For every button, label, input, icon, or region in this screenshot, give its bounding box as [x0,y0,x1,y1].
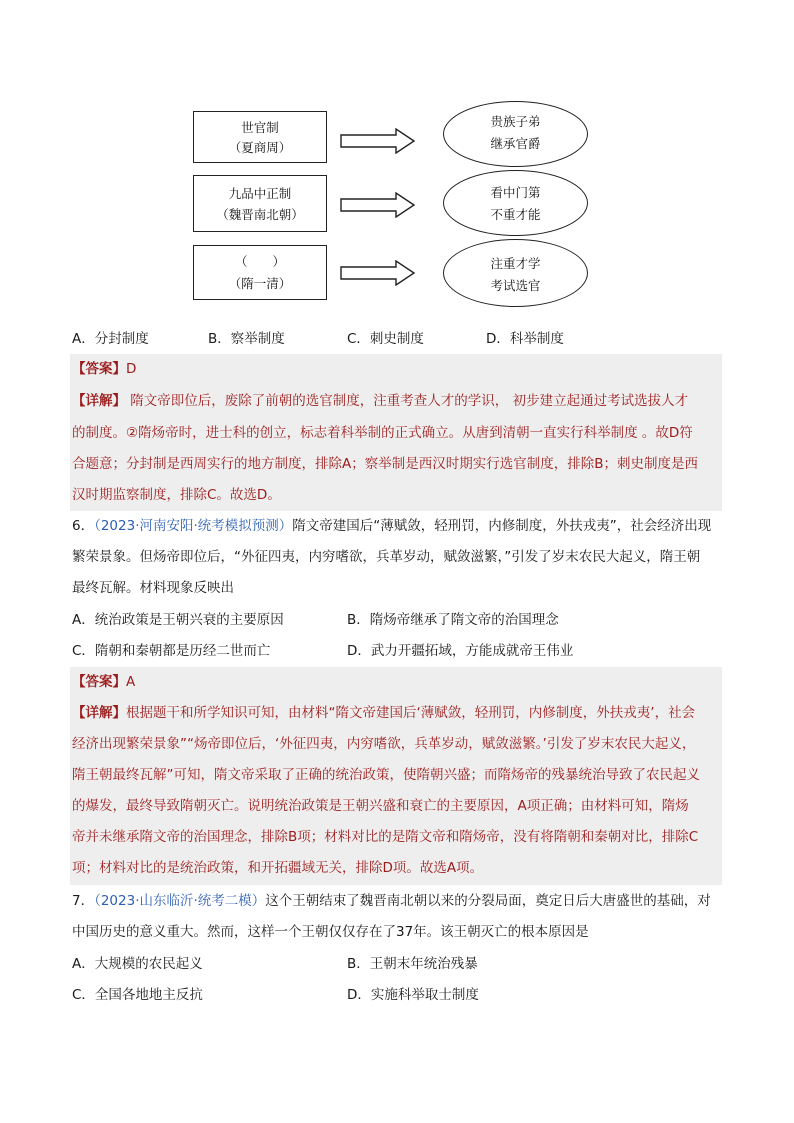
diagram-box-2-line1: 九品中正制 [228,186,292,201]
diagram-oval-3-line2: 考试选官 [490,278,541,293]
q6-detail-line-2: 经济出现繁荣景象”“炀帝即位后，‘外征四夷，内穷嗜欲，兵革岁动，赋敛滋繁。’引发了岁末农民大起义， [72,736,696,752]
q6-answer [72,672,135,692]
q7-option-b: B．王朝末年统治残暴 [347,956,478,972]
diagram-oval-2-line1: 看中门第 [490,185,541,200]
diagram-oval-1 [443,101,588,167]
arrow-icon-3 [340,260,416,286]
q6-stem-line-2: 繁荣景象。但炀帝即位后，“外征四夷，内穷嗜欲，兵革岁动，赋敛滋繁，”引发了岁末农民大起义，隋王朝 [72,549,701,565]
diagram-box-2-line2: （魏晋南北朝） [216,207,304,222]
q6-stem-line-3: 最终瓦解。材料现象反映出 [72,580,234,596]
q5-option-c: C．刺史制度 [347,331,424,347]
q5-answer-tag: 【答案】 [72,361,126,377]
diagram-box-1-line1: 世官制 [241,120,279,135]
diagram-oval-3-line1: 注重才学 [490,256,541,271]
diagram-oval-1-line1: 贵族子弟 [490,114,541,129]
diagram-box-1 [193,111,327,163]
diagram-box-3 [193,245,327,300]
q5-detail-line-2: 的制度。②隋炀帝时，进士科的创立，标志着科举制的正式确立。从唐到清朝一直实行科举制度 。故D符 [72,425,693,441]
arrow-icon-1 [340,128,416,154]
q5-option-b: B．察举制度 [208,331,285,347]
q7-source: （2023·山东临沂·统考二模） [94,893,266,909]
q5-answer-value: D [126,361,137,377]
q7-option-d: D．实施科举取士制度 [347,987,479,1003]
q7-stem-line-2: 中国历史的意义重大。然而，这样一个王朝仅仅存在了37年。该王朝灭亡的根本原因是 [72,924,589,940]
q6-option-a: A．统治政策是王朝兴衰的主要原因 [72,612,284,628]
q5-answer [72,359,136,379]
q6-detail-tag: 【详解】 [72,705,126,721]
q5-detail-line-4: 汉时期监察制度，排除C。故选D。 [72,487,281,503]
arrow-icon-2 [340,192,416,218]
q6-option-b: B．隋炀帝继承了隋文帝的治国理念 [347,612,559,628]
diagram-oval-1-line2: 继承官爵 [490,136,541,151]
diagram-oval-2-line2: 不重才能 [490,207,541,222]
q5-option-a: A．分封制度 [72,331,149,347]
diagram-box-1-line2: （夏商周） [228,140,292,155]
q6-detail-line-6: 项；材料对比的是统治政策，和开拓疆域无关，排除D项。故选A项。 [72,860,484,876]
q5-detail-line-3: 合题意；分封制是西周实行的地方制度，排除A；察举制是西汉时期实行选官制度，排除B；刺史制度是西 [72,456,698,472]
q6-option-c: C．隋朝和秦朝都是历经二世而亡 [72,643,271,659]
q5-detail-line-1: 【详解】 隋文帝即位后，废除了前朝的选官制度，注重考查人才的学识， 初步建立起通过考试选拔人才 [72,393,689,409]
q6-detail-line-3: 隋王朝最终瓦解”可知，隋文帝采取了正确的统治政策，使隋朝兴盛；而隋炀帝的残暴统治导致了农民起义 [72,767,700,783]
diagram-box-3-line2: （隋一清） [228,276,292,291]
q7-number: 7． [72,893,95,909]
q7-option-c: C．全国各地地主反抗 [72,987,203,1003]
q6-stem-line-1: 6．（2023·河南安阳·统考模拟预测）隋文帝建国后“薄赋敛，轻刑罚，内修制度，外扶戎夷”，社会经济出现 [72,518,712,534]
q6-source: （2023·河南安阳·统考模拟预测） [94,518,293,534]
diagram-box-3-line1: （ ） [234,254,285,269]
q6-detail-line-1: 【详解】根据题干和所学知识可知，由材料“隋文帝建国后‘薄赋敛，轻刑罚，内修制度，外扶戎夷’，社会 [72,705,696,721]
diagram-oval-3 [443,239,588,307]
q6-option-d: D．武力开疆拓域，方能成就帝王伟业 [347,643,574,659]
diagram-oval-2 [443,170,588,236]
q7-stem-line-1: 7．（2023·山东临沂·统考二模）这个王朝结束了魏晋南北朝以来的分裂局面，奠定日后大唐盛世的基础，对 [72,893,711,909]
q6-answer-tag: 【答案】 [72,674,126,690]
q7-option-a: A．大规模的农民起义 [72,956,203,972]
q5-detail-tag: 【详解】 [72,393,126,409]
q6-answer-value: A [126,674,136,690]
q5-option-d: D．科举制度 [486,331,564,347]
q6-detail-line-5: 帝并未继承隋文帝的治国理念，排除B项；材料对比的是隋文帝和隋炀帝，没有将隋朝和秦朝对比，排除C [72,829,699,845]
q6-detail-line-4: 的爆发，最终导致隋朝灭亡。说明统治政策是王朝兴盛和衰亡的主要原因，A项正确；由材料可知，隋炀 [72,798,689,814]
diagram-box-2 [193,175,327,232]
q6-number: 6． [72,518,95,534]
